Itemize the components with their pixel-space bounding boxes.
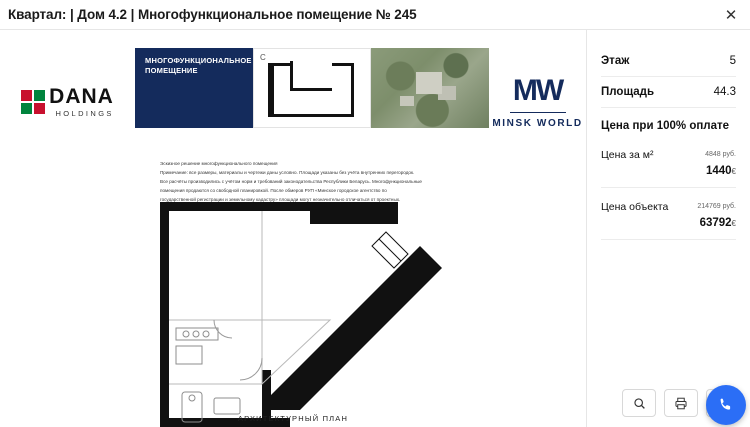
printer-icon	[674, 397, 688, 410]
content-pane	[0, 30, 586, 427]
dana-logo-mark	[21, 90, 45, 114]
detail-label: Площадь	[601, 86, 655, 98]
plan-caption: АРХИТЕКТУРНЫЙ ПЛАН	[237, 414, 349, 423]
disclaimer-line-2: Примечание: все размеры, материалы и чертежи даны условно. Площади указаны без учёта внутренних перегородок.	[160, 170, 415, 176]
caption-tile	[135, 48, 253, 128]
detail-value: 5	[729, 55, 736, 67]
print-button[interactable]	[664, 389, 698, 417]
divider	[510, 112, 566, 113]
price-currency: €	[731, 167, 736, 177]
search-icon	[633, 397, 646, 410]
close-icon[interactable]: ✕	[724, 6, 738, 24]
price-row-total	[601, 188, 736, 240]
detail-row-floor	[601, 46, 736, 77]
plan-thumbnail[interactable]	[253, 48, 371, 128]
floor-plan[interactable]	[0, 170, 586, 427]
call-button[interactable]	[706, 385, 746, 425]
price-currency: €	[731, 219, 736, 229]
caption-line-2: ПОМЕЩЕНИЕ	[145, 66, 198, 76]
price-label: Цена за м²	[601, 149, 654, 161]
window-header	[0, 0, 750, 30]
disclaimer-line-3: Все расчёты производились с учётом норм и требований законодательства Республики Беларусь. Многофункциональные	[160, 179, 422, 185]
price-eur: 1440	[705, 165, 732, 178]
price-section-title: Цена при 100% оплате	[601, 120, 730, 132]
dana-holdings-logo	[0, 48, 135, 156]
search-button[interactable]	[622, 389, 656, 417]
dana-logo-subtitle: HOLDINGS	[55, 109, 114, 119]
phone-icon	[717, 396, 735, 414]
detail-label: Этаж	[601, 55, 630, 67]
minsk-world-name: MINSK WORLD	[492, 117, 583, 129]
image-strip	[0, 48, 586, 156]
aerial-photo-thumbnail[interactable]	[371, 48, 489, 128]
price-rub: 214769 руб.	[697, 202, 736, 210]
detail-value: 44.3	[713, 86, 736, 98]
minsk-world-logo	[489, 48, 586, 156]
price-row-per-sqm	[601, 136, 736, 188]
dana-logo-name: DANA	[49, 85, 114, 109]
price-label: Цена объекта	[601, 200, 669, 213]
caption-line-1: МНОГОФУНКЦИОНАЛЬНОЕ	[145, 56, 252, 65]
disclaimer-line-1: Эскизное решение многофункционального помещения	[160, 161, 278, 166]
detail-row-area	[601, 77, 736, 108]
disclaimer-line-5: государственной регистрации и земельному кадастру» площади могут незначительно отличаться от проектных.	[160, 197, 401, 203]
floor-plan-drawing	[0, 170, 586, 427]
price-eur: 63792	[699, 217, 732, 230]
details-sidebar	[586, 30, 750, 427]
page-title: Квартал: | Дом 4.2 | Многофункциональное помещение № 245	[8, 7, 417, 22]
disclaimer-line-4: помещения продаются со свободной планировкой. После обмеров РУП «Минское городское агентство по	[160, 188, 387, 194]
compass-icon: С	[260, 53, 266, 62]
price-rub: 4848 руб.	[705, 151, 736, 158]
minsk-world-mark: MW	[512, 73, 563, 107]
